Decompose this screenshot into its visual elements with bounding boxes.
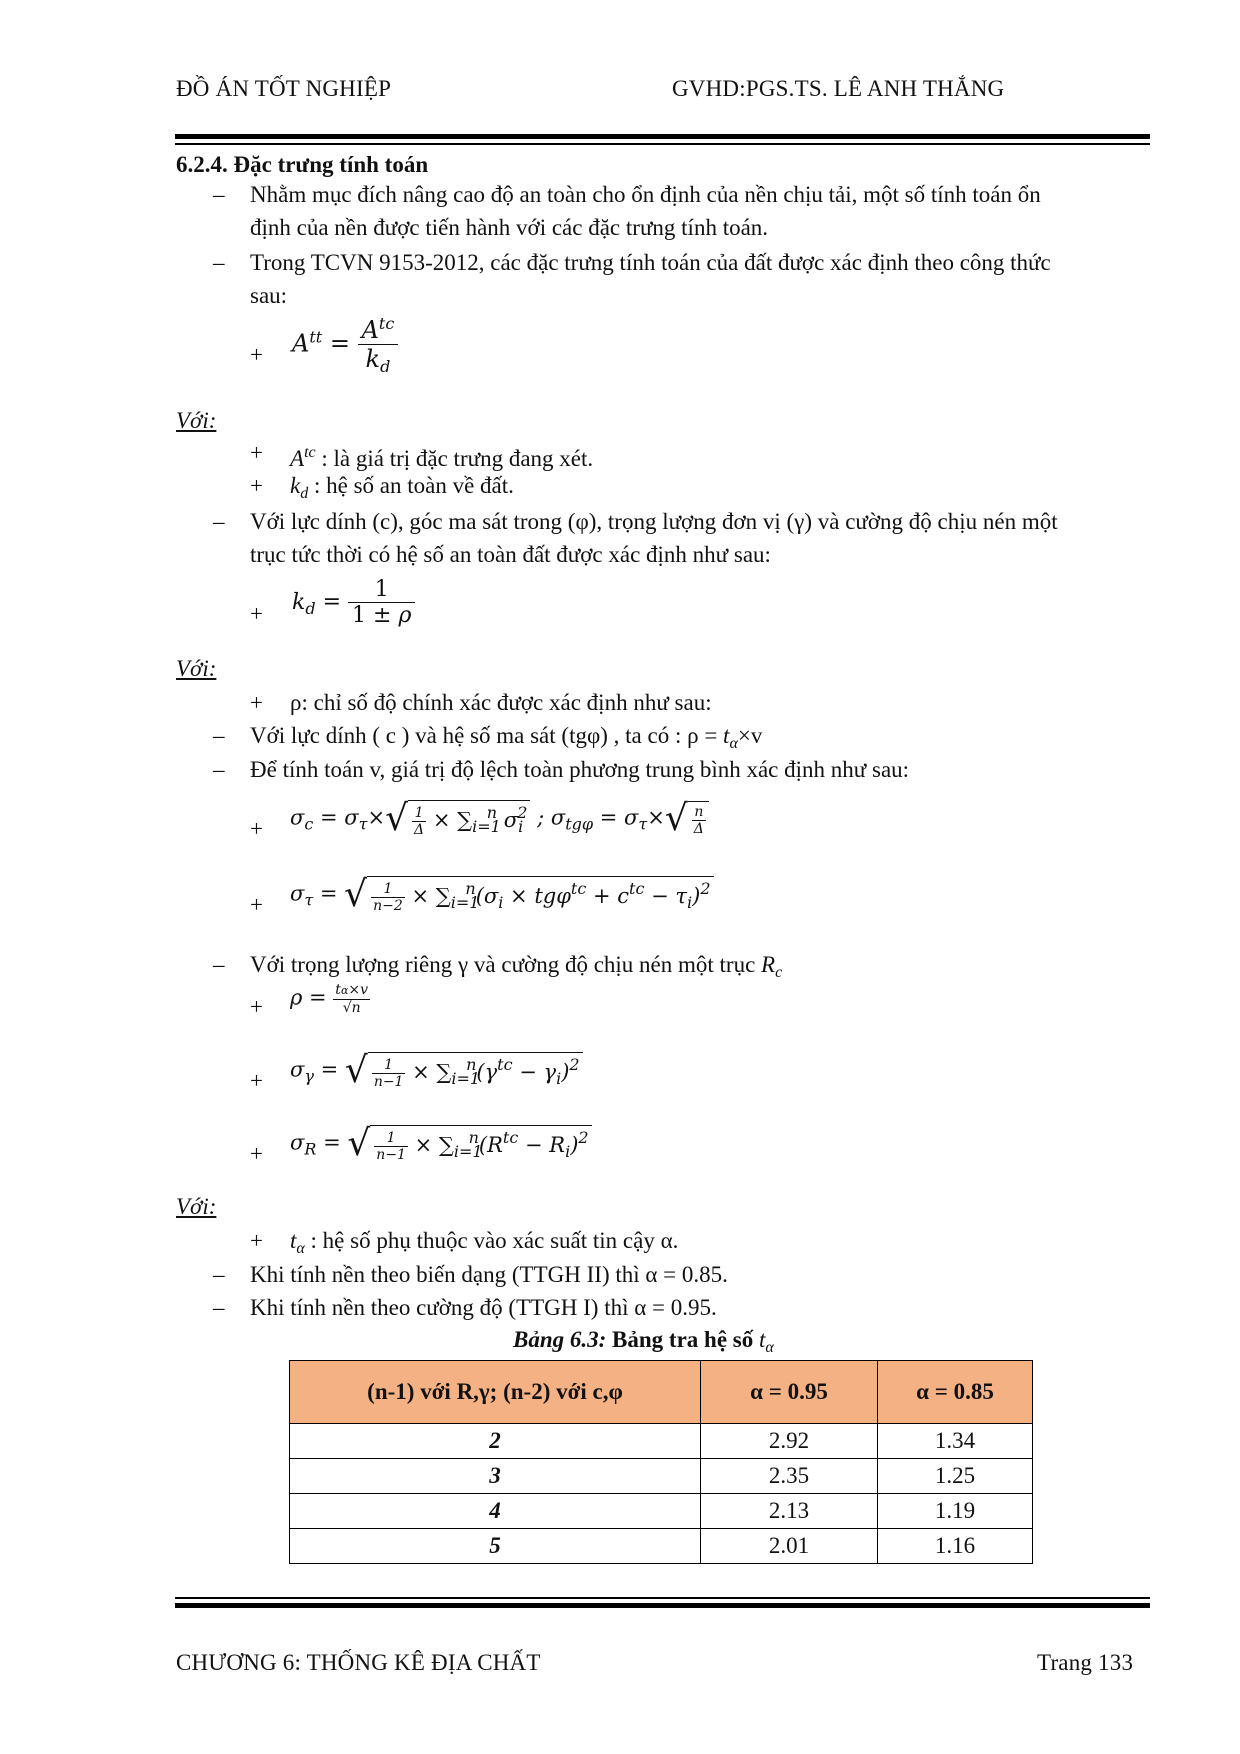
para5: Để tính toán v, giá trị độ lệch toàn phương trung bình xác định như sau: (250, 757, 910, 782)
header-left: ĐỒ ÁN TỐT NGHIỆP (176, 76, 392, 101)
table-cell: 2.13 (701, 1494, 878, 1529)
table-cell: 1.16 (878, 1529, 1033, 1564)
table-cell: 5 (290, 1529, 701, 1564)
atc-desc: : là giá trị đặc trưng đang xét. (321, 446, 594, 471)
bullet-dash: – (213, 182, 225, 207)
table-row (290, 1424, 1033, 1459)
voi-label: Với: (176, 408, 217, 433)
table-cell: 2.35 (701, 1459, 878, 1494)
para1-line2: định của nền được tiến hành với các đặc trưng tính toán. (250, 215, 769, 240)
ta-desc: : hệ số phụ thuộc vào xác suất tin cậy α. (310, 1228, 679, 1253)
table-row (290, 1494, 1033, 1529)
atc-definition: $A^{tc}$ : là giá trị đặc trưng đang xét. (290, 444, 594, 471)
table-cell: 1.34 (878, 1424, 1033, 1459)
para7: Khi tính nền theo biến dạng (TTGH II) thì α = 0.85. (250, 1262, 728, 1287)
bullet-plus: + (250, 892, 263, 917)
formula-sigma-tau: $\sigma_\tau$ = √ $\frac{1}{n-2}$ × $\sum_{i=1}^n(\sigma_i \times tg\varphi^{tc} + c^{tc} - \tau_i)^2$ (290, 876, 714, 914)
voi-label: Với: (176, 656, 217, 681)
table-caption-label: Bảng 6.3: (513, 1327, 607, 1352)
bullet-plus: + (250, 1068, 263, 1093)
header-rule-thin (175, 143, 1150, 145)
para2-line2: sau: (250, 283, 288, 308)
table-cell: 2.01 (701, 1529, 878, 1564)
table-caption-text: Bảng tra hệ số (606, 1327, 759, 1352)
footer-rule-thick (175, 1603, 1150, 1608)
table-cell: 2 (290, 1424, 701, 1459)
bullet-dash: – (213, 723, 225, 748)
formula-rho: ρ = $\frac{t\alpha\times v}{√n}$ (290, 982, 369, 1016)
formula-sigma-gamma: $\sigma_\gamma$ = √ $\frac{1}{n-1}$ × $\sum_{i=1}^n(\gamma^{tc} - \gamma_i)^2$ (290, 1052, 583, 1090)
header-right: GVHD:PGS.TS. LÊ ANH THẮNG (672, 76, 1005, 101)
bullet-plus: + (250, 994, 263, 1019)
table-cell: 4 (290, 1494, 701, 1529)
bullet-plus: + (250, 473, 263, 498)
para4: Với lực dính ( c ) và hệ số ma sát (tgφ) , ta có : $\rho = t_\alpha\times v$ (250, 723, 763, 752)
voi-label: Với: (176, 1194, 217, 1219)
bullet-dash: – (213, 757, 225, 782)
ta-definition: $t_\alpha$ : hệ số phụ thuộc vào xác suất tin cậy α. (290, 1228, 679, 1257)
para2-line1: Trong TCVN 9153-2012, các đặc trưng tính toán của đất được xác định theo công thức (250, 250, 1051, 275)
bullet-dash: – (213, 250, 225, 275)
para6-text: Với trọng lượng riêng γ và cường độ chịu nén một trục (250, 952, 762, 977)
para4-text: Với lực dính ( c ) và hệ số ma sát (tgφ) , ta có : ρ = (250, 723, 724, 748)
bullet-plus: + (250, 690, 263, 715)
rho-definition: ρ: chỉ số độ chính xác được xác định như sau: (290, 690, 712, 715)
section-title: 6.2.4. Đặc trưng tính toán (176, 152, 429, 177)
table-cell: 3 (290, 1459, 701, 1494)
footer-rule-thin (175, 1597, 1150, 1599)
table-header-cell: α = 0.95 (701, 1361, 878, 1424)
header-rule-thick (175, 134, 1150, 139)
footer-left: CHƯƠNG 6: THỐNG KÊ ĐỊA CHẤT (176, 1650, 541, 1675)
table-header-row (290, 1361, 1033, 1424)
bullet-plus: + (250, 1228, 263, 1253)
para8: Khi tính nền theo cường độ (TTGH I) thì α = 0.95. (250, 1295, 717, 1320)
kd-desc: : hệ số an toàn về đất. (313, 473, 514, 498)
bullet-plus: + (250, 440, 263, 465)
para6: Với trọng lượng riêng γ và cường độ chịu nén một trục $R_c$ (250, 952, 783, 981)
para3-line2: trục tức thời có hệ số an toàn đất được xác định như sau: (250, 542, 771, 567)
table-header-cell: (n-1) với R,γ; (n-2) với c,φ (290, 1361, 701, 1424)
bullet-plus: + (250, 342, 263, 367)
footer-page-number: Trang 133 (1037, 1650, 1134, 1675)
table-caption: Bảng 6.3: Bảng tra hệ số $t_\alpha$ (513, 1327, 774, 1356)
table-cell: 1.19 (878, 1494, 1033, 1529)
bullet-plus: + (250, 1141, 263, 1166)
bullet-plus: + (250, 816, 263, 841)
kd-definition: $k_d$ : hệ số an toàn về đất. (290, 473, 514, 502)
table-cell: 2.92 (701, 1424, 878, 1459)
coefficient-table (289, 1360, 1033, 1564)
formula-kd: $k_d$ = $\frac{1}{1 \pm \rho}$ (292, 577, 415, 628)
table-row (290, 1529, 1033, 1564)
para4-tail: ×v (737, 723, 763, 748)
formula-att: $A^{tt}$ = $\frac{A^{tc}}{k_d}$ (292, 314, 398, 376)
bullet-plus: + (250, 601, 263, 626)
bullet-dash: – (213, 1262, 225, 1287)
bullet-dash: – (213, 952, 225, 977)
table-header-cell: α = 0.85 (878, 1361, 1033, 1424)
table-row (290, 1459, 1033, 1494)
table-cell: 1.25 (878, 1459, 1033, 1494)
para1-line1: Nhằm mục đích nâng cao độ an toàn cho ổn định của nền chịu tải, một số tính toán ổn (250, 182, 1041, 207)
formula-sigma-r: $\sigma_R$ = √ $\frac{1}{n-1}$ × $\sum_{i=1}^n(R^{tc} - R_i)^2$ (290, 1125, 592, 1163)
bullet-dash: – (213, 1295, 225, 1320)
para3-line1: Với lực dính (c), góc ma sát trong (φ), trọng lượng đơn vị (γ) và cường độ chịu nén một (250, 509, 1058, 534)
formula-sigma-c: $\sigma_c = \sigma_\tau\times√$ $\frac{1}{\Delta}$ × $\sum_{i=1}^n$ $\sigma_i^2$ ; $\sigma_{tg\varphi} = \sigma_\tau\times√$ $\frac{n}{\Delta}$ (290, 800, 709, 838)
bullet-dash: – (213, 509, 225, 534)
